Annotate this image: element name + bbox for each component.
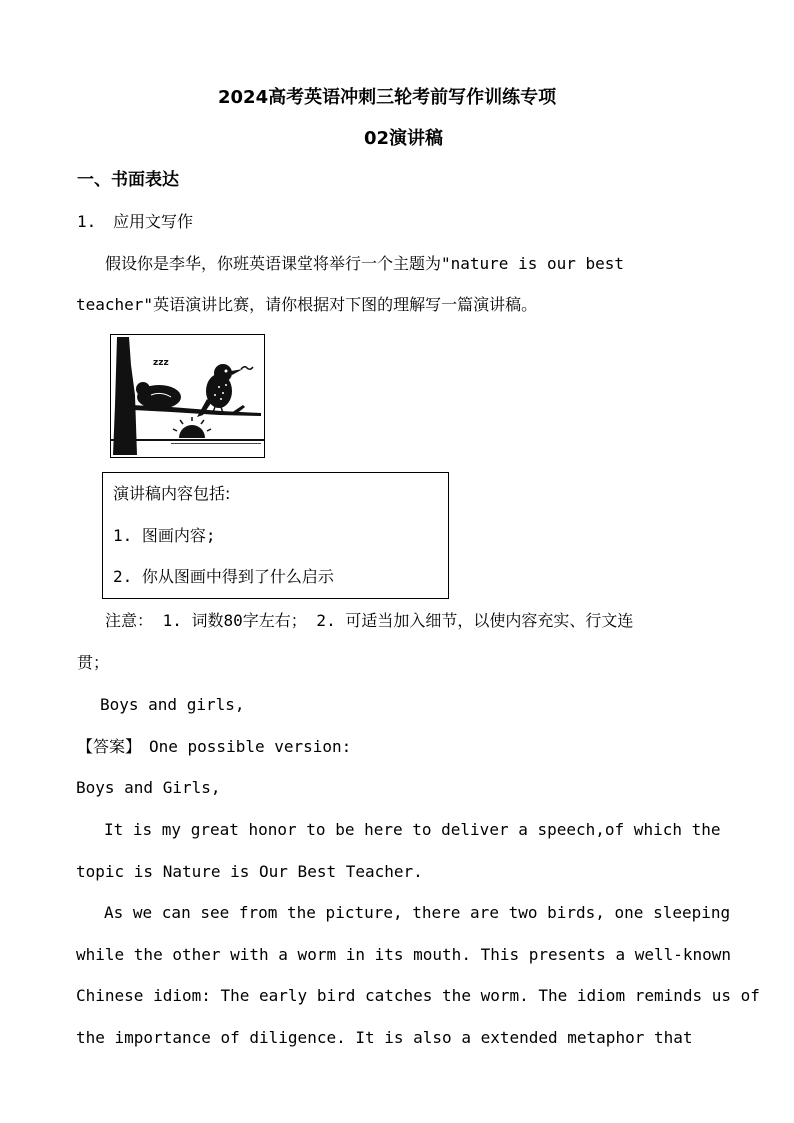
note-line-2: 贯； <box>77 653 110 672</box>
note-line-1: 注意： 1. 词数80字左右； 2. 可适当加入细节，以使内容充实、行文连 <box>105 611 634 630</box>
answer-intro: One possible version: <box>149 737 352 756</box>
box-heading: 演讲稿内容包括: <box>113 484 231 503</box>
box-item-1: 1. 图画内容; <box>113 526 216 545</box>
page-subtitle: 02演讲稿 <box>364 128 444 149</box>
answer-label: 【答案】 <box>77 737 142 756</box>
question-type: 应用文写作 <box>113 212 194 231</box>
answer-paragraph-2-line-4: the importance of diligence. It is also a extended metaphor that <box>76 1028 693 1047</box>
section-heading: 一、书面表达 <box>77 170 179 190</box>
sleep-zzz-label: zzz <box>153 358 169 368</box>
prompt-line-1: 假设你是李华，你班英语课堂将举行一个主题为"nature is our best <box>105 254 625 273</box>
answer-paragraph-1-line-1: It is my great honor to be here to deliver a speech,of which the <box>104 820 721 839</box>
birds-illustration <box>110 334 265 458</box>
question-number: 1. <box>77 212 97 231</box>
prompt-line-2: teacher"英语演讲比赛，请你根据对下图的理解写一篇演讲稿。 <box>76 295 538 314</box>
answer-paragraph-1-line-2: topic is Nature is Our Best Teacher. <box>76 862 423 881</box>
answer-greeting: Boys and Girls, <box>76 778 221 797</box>
page-title: 2024高考英语冲刺三轮考前写作训练专项 <box>218 87 557 108</box>
box-item-2: 2. 你从图画中得到了什么启示 <box>113 567 334 586</box>
answer-paragraph-2-line-2: while the other with a worm in its mouth. This presents a well-known <box>76 945 732 964</box>
answer-paragraph-2-line-1: As we can see from the picture, there are two birds, one sleeping <box>104 903 731 922</box>
birds-drawing <box>111 335 265 458</box>
opening-line: Boys and girls, <box>100 695 245 714</box>
answer-paragraph-2-line-3: Chinese idiom: The early bird catches the worm. The idiom reminds us of <box>76 986 760 1005</box>
